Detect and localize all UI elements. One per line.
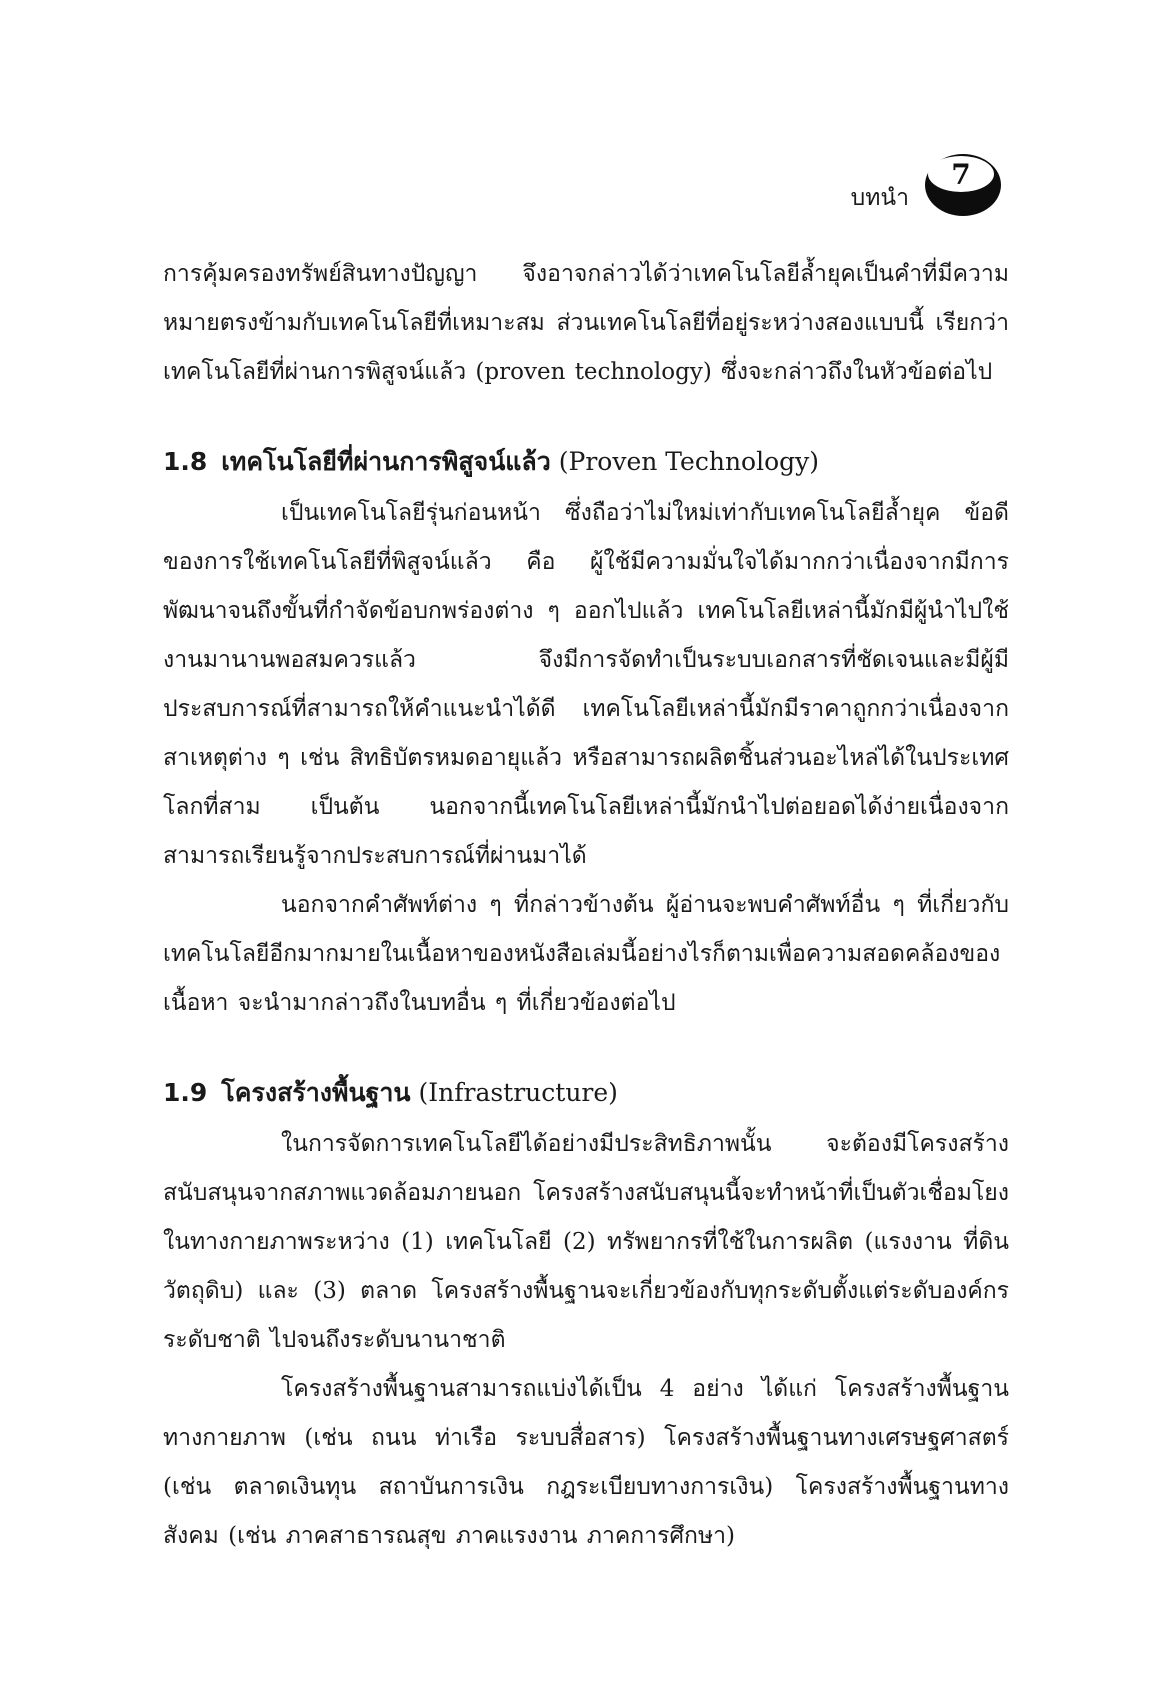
intro-paragraph: การคุ้มครองทรัพย์สินทางปัญญา จึงอาจกล่าวได้ว่าเทคโนโลยีล้ำยุคเป็นคำที่มีความหมายตรงข้ามกับเทคโนโลยีที่เหมาะสม ส่วนเทคโนโลยีที่อยู่ระหว่างสองแบบนี้ เรียกว่า เทคโนโลยีที่ผ่านการพิสูจน์แล้ว (proven technology) ซึ่งจะกล่าวถึงในหัวข้อต่อไป: [163, 261, 1009, 385]
section-paragraph: เป็นเทคโนโลยีรุ่นก่อนหน้า ซึ่งถือว่าไม่ใหม่เท่ากับเทคโนโลยีล้ำยุค ข้อดีของการใช้เทคโนโลยีที่พิสูจน์แล้ว คือ ผู้ใช้มีความมั่นใจได้มากกว่าเนื่องจากมีการพัฒนาจนถึงขั้นที่กำจัดข้อบกพร่องต่าง ๆ ออกไปแล้ว เทคโนโลยีเหล่านี้มักมีผู้นำไปใช้งานมานานพอสมควรแล้ว จึงมีการจัดทำเป็นระบบเอกสารที่ชัดเจนและมีผู้มีประสบการณ์ที่สามารถให้คำแนะนำได้ดี เทคโนโลยีเหล่านี้มักมีราคาถูกกว่าเนื่องจากสาเหตุต่าง ๆ เช่น สิทธิบัตรหมดอายุแล้ว หรือสามารถผลิตชิ้นส่วนอะไหล่ได้ในประเทศโลกที่สาม เป็นต้น นอกจากนี้เทคโนโลยีเหล่านี้มักนำไปต่อยอดได้ง่ายเนื่องจากสามารถเรียนรู้จากประสบการณ์ที่ผ่านมาได้: [163, 500, 1009, 869]
section-paragraph: นอกจากคำศัพท์ต่าง ๆ ที่กล่าวข้างต้น ผู้อ่านจะพบคำศัพท์อื่น ๆ ที่เกี่ยวกับเทคโนโลยีอีกมากมายในเนื้อหาของหนังสือเล่มนี้อย่างไรก็ตามเพื่อความสอดคล้องของเนื้อหา จะนำมากล่าวถึงในบทอื่น ๆ ที่เกี่ยวข้องต่อไป: [163, 892, 1009, 1016]
section-title-thai: เทคโนโลยีที่ผ่านการพิสูจน์แล้ว: [221, 447, 551, 476]
page-number-badge: [923, 152, 1009, 222]
section-number: 1.8: [163, 447, 208, 476]
section-heading-1-9: [163, 1066, 1009, 1120]
running-header: [851, 152, 1009, 222]
section-title-english: (Proven Technology): [558, 447, 820, 476]
chapter-title: บทนำ: [850, 185, 909, 211]
section-paragraph: ในการจัดการเทคโนโลยีได้อย่างมีประสิทธิภาพนั้น จะต้องมีโครงสร้างสนับสนุนจากสภาพแวดล้อมภายนอก โครงสร้างสนับสนุนนี้จะทำหน้าที่เป็นตัวเชื่อมโยงในทางกายภาพระหว่าง (1) เทคโนโลยี (2) ทรัพยากรที่ใช้ในการผลิต (แรงงาน ที่ดิน วัตถุดิบ) และ (3) ตลาด โครงสร้างพื้นฐานจะเกี่ยวข้องกับทุกระดับตั้งแต่ระดับองค์กร ระดับชาติ ไปจนถึงระดับนานาชาติ: [163, 1131, 1009, 1353]
text-column: [163, 250, 1009, 1561]
section-paragraph: โครงสร้างพื้นฐานสามารถแบ่งได้เป็น 4 อย่าง ได้แก่ โครงสร้างพื้นฐานทางกายภาพ (เช่น ถนน ท่าเรือ ระบบสื่อสาร) โครงสร้างพื้นฐานทางเศรษฐศาสตร์ (เช่น ตลาดเงินทุน สถาบันการเงิน กฎระเบียบทางการเงิน) โครงสร้างพื้นฐานทางสังคม (เช่น ภาคสาธารณสุข ภาคแรงงาน ภาคการศึกษา): [163, 1376, 1009, 1549]
section-heading-1-8: [163, 435, 1009, 489]
section-title-english: (Infrastructure): [418, 1078, 618, 1107]
page-number: 7: [951, 158, 971, 191]
section-title-thai: โครงสร้างพื้นฐาน: [221, 1078, 411, 1107]
section-number: 1.9: [163, 1078, 208, 1107]
